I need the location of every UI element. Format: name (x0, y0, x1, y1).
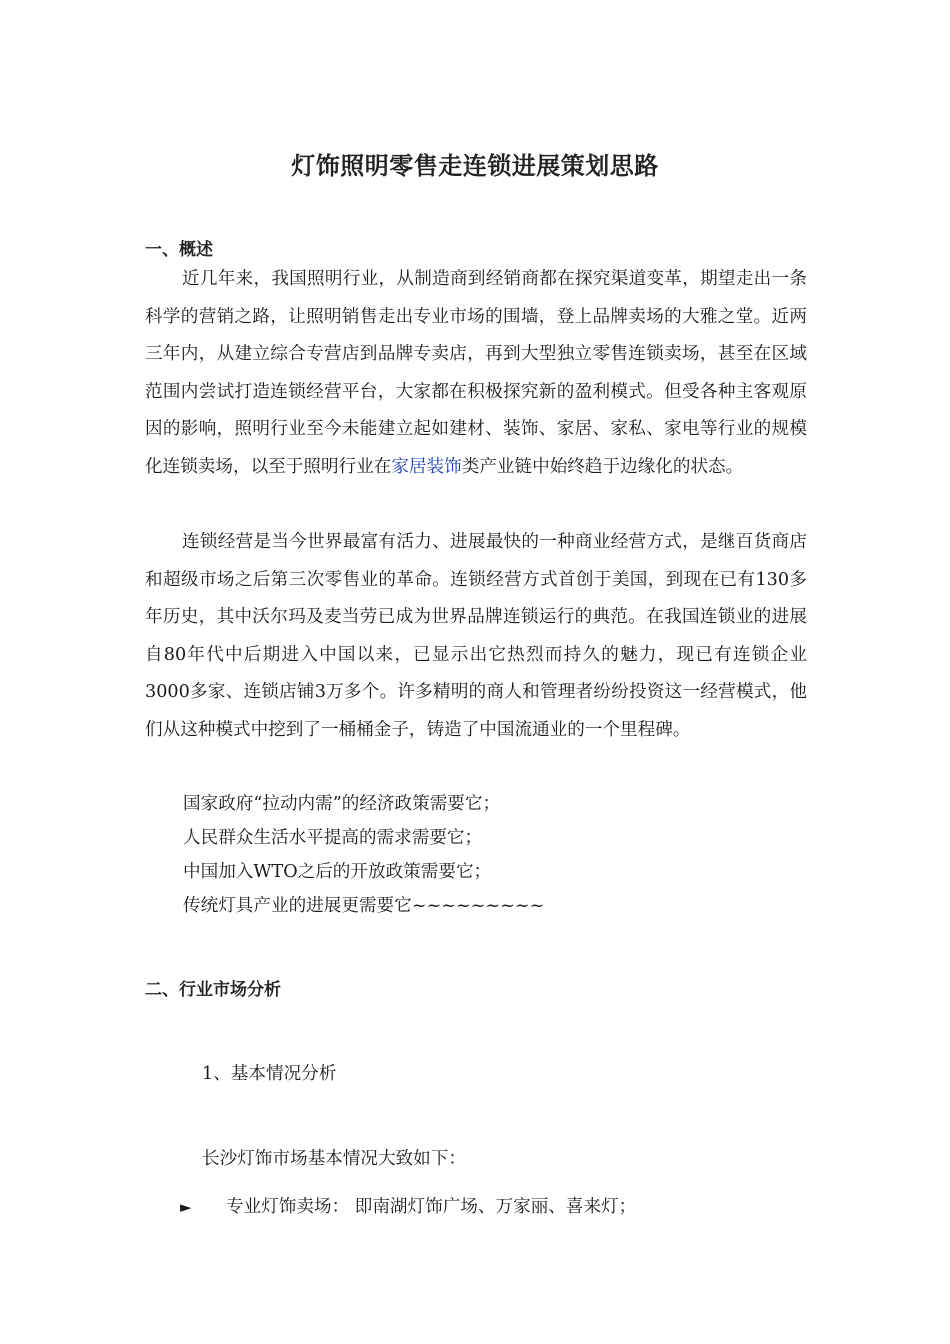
list-item-text: 专业灯饰卖场： 即南湖灯饰广场、万家丽、喜来灯； (226, 1197, 637, 1217)
subsection-heading-basic: 1、基本情况分析 (202, 1064, 337, 1084)
market-intro: 长沙灯饰市场基本情况大致如下： (202, 1149, 466, 1169)
page-title: 灯饰照明零售走连锁进展策划思路 (291, 151, 659, 180)
overview-paragraph-2: 连锁经营是当今世界最富有活力、进展最快的一种商业经营方式，是继百货商店和超级市场之后第三次零售业的革命。连锁经营方式首创于美国，到现在已有130多年历史，其中沃尔玛及麦当劳已成为世界品牌连锁运行的典范。在我国连锁业的进展自80年代中后期进入中国以来，已显示出它热烈而持久的魅力，现已有连锁企业3000多家、连锁店铺3万多个。许多精明的商人和管理者纷纷投资这一经营模式，他们从这种模式中挖到了一桶桶金子，铸造了中国流通业的一个里程碑。 (145, 532, 807, 740)
overview-paragraph-1 (145, 261, 807, 487)
need-item-1: 国家政府“拉动内需”的经济政策需要它； (183, 794, 501, 814)
list-item (180, 1193, 636, 1218)
overview-paragraph-1-text: 近几年来，我国照明行业，从制造商到经销商都在探究渠道变革，期望走出一条科学的营销之路，让照明销售走出专业市场的围墙，登上品牌卖场的大雅之堂。近两三年内，从建立综合专营店到品牌专卖店，再到大型独立零售连锁卖场，甚至在区域范围内尝试打造连锁经营平台，大家都在积极探究新的盈利模式。但受各种主客观原因的影响，照明行业至今未能建立起如建材、装饰、家居、家私、家电等行业的规模化连锁卖场，以至于照明行业在 (145, 269, 807, 477)
overview-paragraph-1-tail: 类产业链中始终趋于边缘化的状态。 (461, 456, 744, 477)
section-heading-overview: 一、概述 (145, 240, 213, 260)
home-decoration-link[interactable]: 家居装饰 (391, 456, 462, 477)
need-item-4: 传统灯具产业的进展更需要它~~~~~~~~~ (183, 896, 545, 916)
need-item-2: 人民群众生活水平提高的需求需要它； (183, 828, 483, 848)
triangle-bullet-icon: ► (180, 1198, 192, 1216)
need-item-3: 中国加入WTO之后的开放政策需要它； (183, 862, 492, 882)
section-heading-market-analysis: 二、行业市场分析 (145, 980, 281, 1000)
